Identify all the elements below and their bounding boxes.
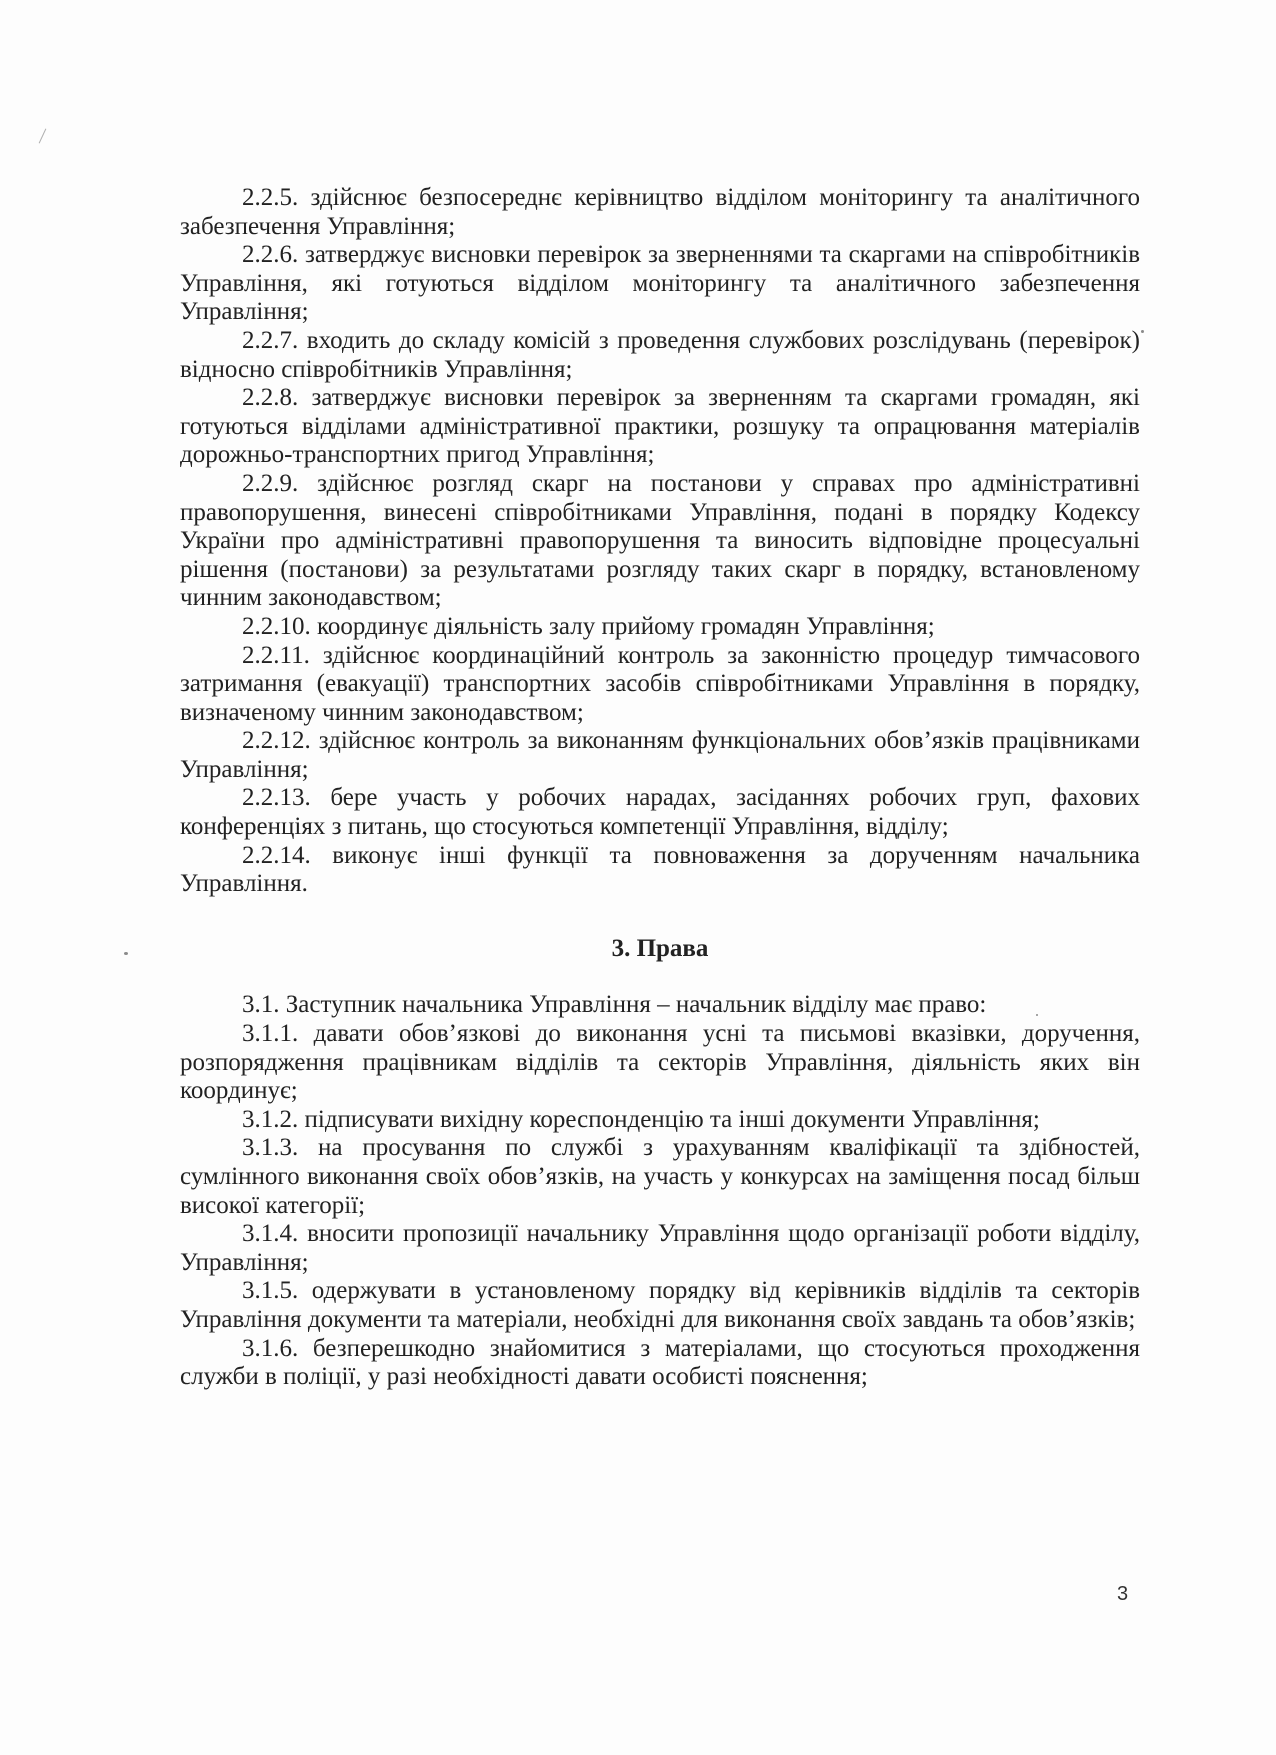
- page-number: 3: [1117, 1583, 1129, 1605]
- scan-speck: [1141, 330, 1144, 333]
- clause-2-2-5: 2.2.5. здійснює безпосереднє керівництво відділом моніторингу та аналітичного забезпечення Управління;: [180, 184, 1140, 240]
- scan-mark: [39, 129, 47, 144]
- clause-3-1-5: 3.1.5. одержувати в установленому порядку від керівників відділів та секторів Управління документи та матеріали, необхідні для виконання своїх завдань та обов’язків;: [180, 1277, 1140, 1333]
- clause-3-1: 3.1. Заступник начальника Управління – начальник відділу має право:: [242, 991, 987, 1019]
- section-heading-rights: 3. Права: [611, 934, 709, 962]
- clause-3-1-1: 3.1.1. давати обов’язкові до виконання усні та письмові вказівки, доручення, розпорядження працівникам відділів та секторів Управління, діяльність яких він координує;: [180, 1020, 1140, 1105]
- clause-3-1-4: 3.1.4. вносити пропозиції начальнику Управління щодо організації роботи відділу, Управління;: [180, 1220, 1140, 1276]
- clause-2-2-10: 2.2.10. координує діяльність залу прийому громадян Управління;: [242, 612, 935, 640]
- document-body: [180, 184, 1140, 1392]
- clause-2-2-8: 2.2.8. затверджує висновки перевірок за зверненням та скаргами громадян, які готуються відділами адміністративної практики, розшуку та опрацювання матеріалів дорожньо-транспортних пригод Управління;: [180, 384, 1140, 469]
- clause-2-2-14: 2.2.14. виконує інші функції та повноваження за дорученням начальника Управління.: [180, 841, 1140, 898]
- clause-3-1-6: 3.1.6. безперешкодно знайомитися з матеріалами, що стосуються проходження служби в поліції, у разі необхідності давати особисті пояснення;: [180, 1334, 1140, 1391]
- clause-2-2-11: 2.2.11. здійснює координаційний контроль за законністю процедур тимчасового затримання (евакуації) транспортних засобів співробітниками Управління в порядку, визначеному чинним законодавством;: [180, 641, 1140, 726]
- clause-2-2-12: 2.2.12. здійснює контроль за виконанням функціональних обов’язків працівниками Управління;: [180, 727, 1140, 783]
- scan-speck: [124, 952, 128, 955]
- clause-2-2-6: 2.2.6. затверджує висновки перевірок за зверненнями та скаргами на співробітників Управління, які готуються відділом моніторингу та аналітичного забезпечення Управління;: [180, 241, 1140, 326]
- clause-3-1-2: 3.1.2. підписувати вихідну кореспонденцію та інші документи Управління;: [242, 1105, 1040, 1133]
- clause-2-2-9: 2.2.9. здійснює розгляд скарг на постанови у справах про адміністративні правопорушення, винесені співробітниками Управління, подані в порядку Кодексу України про адміністративні правопорушення та виносить відповідне процесуальні рішення (постанови) за результатами розгляду таких скарг в порядку, встановленому чинним законодавством;: [180, 469, 1140, 612]
- clause-2-2-7: 2.2.7. входить до складу комісій з проведення службових розслідувань (перевірок) відносно співробітників Управління;: [180, 326, 1140, 383]
- clause-3-1-3: 3.1.3. на просування по службі з урахуванням кваліфікації та здібностей, сумлінного виконання своїх обов’язків, на участь у конкурсах на заміщення посад більш високої категорії;: [180, 1134, 1140, 1219]
- clause-2-2-13: 2.2.13. бере участь у робочих нарадах, засіданнях робочих груп, фахових конференціях з питань, що стосуються компетенції Управління, відділу;: [180, 784, 1140, 841]
